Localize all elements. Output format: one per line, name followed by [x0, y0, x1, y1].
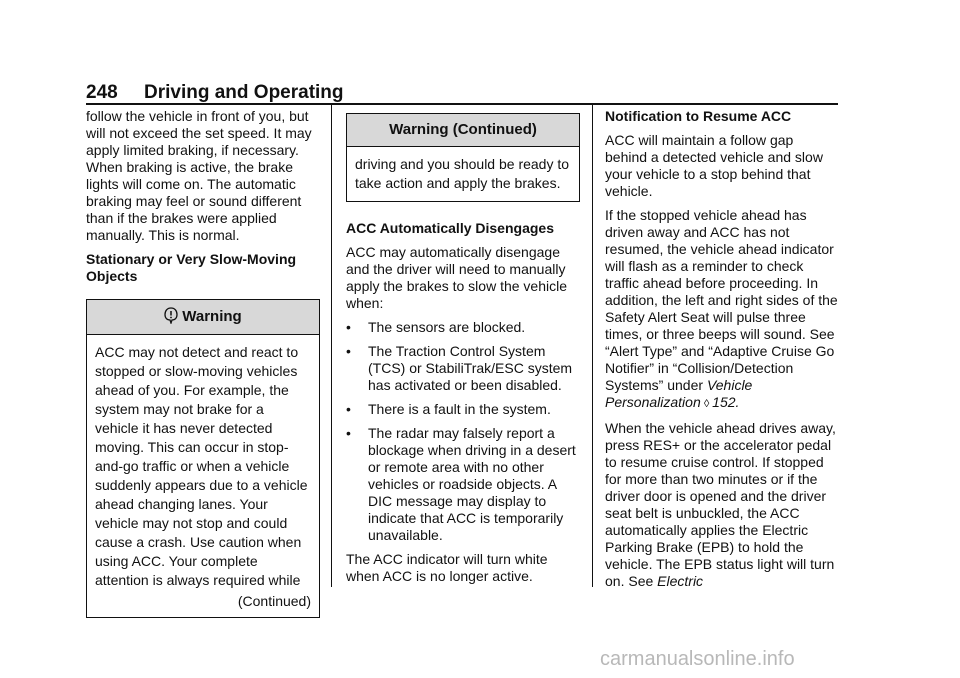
warning-text: driving and you should be ready to take action and apply the brakes. — [355, 156, 570, 191]
list-item — [346, 401, 580, 418]
bullet-mark: • — [346, 343, 351, 359]
subheading: ACC Automatically Disengages — [346, 220, 554, 236]
page-number: 248 — [86, 82, 118, 103]
list-item-text: The sensors are blocked. — [368, 319, 526, 335]
list-item-text: The radar may falsely report a blockage when driving in a desert or remote area with no other vehicles or roadside objects. A DIC message may display to indicate that ACC is temporarily unavailable. — [368, 425, 576, 543]
body-paragraph: follow the vehicle in front of you, but will not exceed the set speed. It may apply limited braking, if necessary. When braking is active, the brake lights will come on. The automatic braking may feel or sound different than if the brakes were applied manually. This is normal. — [86, 108, 312, 243]
list-item — [346, 343, 580, 394]
column-1 — [86, 108, 320, 618]
column-2 — [346, 108, 580, 592]
warning-title: Warning — [182, 308, 242, 325]
watermark: carmanualsonline.info — [600, 648, 795, 670]
paragraph-text: When the vehicle ahead drives away, press RES+ or the accelerator pedal to resume cruise control. If stopped for more than two minutes or if the driver door is opened and the driver seat belt is unbuckled, the ACC automatically applies the Electric Parking Brake (EPB) to hold the vehicle. The EPB status light will turn on. See — [605, 420, 836, 589]
subheading: Stationary or Very Slow-Moving Objects — [86, 251, 297, 284]
paragraph-text: If the stopped vehicle ahead has driven away and ACC has not resumed, the vehicle ahead indicator will flash as a reminder to check traffic ahead before proceeding. In addition, the left and right sides of the Safety Alert Seat will pulse three times, or three beeps will sound. See “Alert Type” and “Adaptive Cruise Go Notifier” in “Collision/Detection Systems” under — [605, 207, 838, 393]
bullet-list — [346, 319, 580, 544]
warning-body — [347, 147, 579, 201]
list-item-text: The Traction Control System (TCS) or StabiliTrak/ESC system has activated or been disabled. — [368, 343, 573, 393]
page-reference-icon: ◊ — [703, 398, 710, 410]
xref-period: . — [735, 394, 740, 410]
xref-page: 152 — [712, 394, 736, 410]
bullet-mark: • — [346, 319, 351, 335]
list-item — [346, 425, 580, 544]
body-paragraph: ACC will maintain a follow gap behind a detected vehicle and slow your vehicle to a stop behind that vehicle. — [605, 132, 823, 199]
column-divider — [331, 105, 332, 587]
list-item — [346, 319, 580, 336]
bullet-mark: • — [346, 425, 351, 441]
warning-box-continued — [346, 113, 580, 202]
bullet-mark: • — [346, 401, 351, 417]
section-title: Driving and Operating — [144, 82, 344, 103]
body-paragraph: ACC may automatically disengage and the driver will need to manually apply the brakes to slow the vehicle when: — [346, 244, 568, 311]
xref-title: Vehicle Personalization — [605, 377, 753, 410]
column-3 — [605, 108, 839, 597]
body-paragraph — [605, 420, 839, 590]
warning-title: Warning (Continued) — [389, 121, 537, 138]
cross-reference-link[interactable]: Electric — [657, 573, 704, 589]
body-paragraph — [605, 207, 839, 413]
page-header — [86, 82, 838, 104]
column-divider — [592, 105, 593, 587]
warning-header — [87, 300, 319, 335]
continued-label: (Continued) — [237, 593, 311, 609]
header-rule — [86, 103, 838, 105]
warning-box — [86, 299, 320, 618]
subheading: Notification to Resume ACC — [605, 108, 792, 124]
warning-header — [347, 114, 579, 147]
list-item-text: There is a fault in the system. — [368, 401, 551, 417]
body-paragraph: The ACC indicator will turn white when ACC is no longer active. — [346, 551, 548, 584]
warning-text: ACC may not detect and react to stopped or slow-moving vehicles ahead of you. For example, the system may not brake for a vehicle it has never detected moving. This can occur in stop-and-go traffic or when a vehicle suddenly appears due to a vehicle ahead changing lanes. Your vehicle may not stop and could cause a crash. Use caution when using ACC. Your complete attention is always required while — [95, 344, 308, 588]
warning-body — [87, 335, 319, 617]
warning-icon — [164, 307, 178, 324]
